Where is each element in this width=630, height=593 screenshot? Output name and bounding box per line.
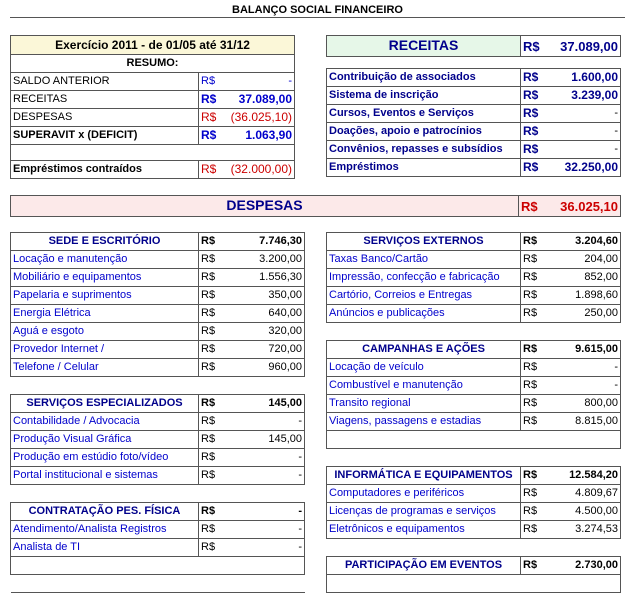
grid-gap: [11, 377, 305, 395]
section-total: -: [229, 503, 305, 521]
despesas-grid: [10, 232, 621, 593]
expense-item-currency: R$: [521, 269, 549, 287]
expense-item-label: Locação de veículo: [327, 359, 521, 377]
expense-item-value: 320,00: [229, 323, 305, 341]
grid-blank: [11, 557, 305, 575]
expense-item-currency: R$: [199, 341, 229, 359]
grid-gap: [327, 449, 621, 467]
resumo-label: RESUMO:: [11, 55, 295, 73]
expense-item-label: Provedor Internet /: [11, 341, 199, 359]
expense-item-label: Licenças de programas e serviços: [327, 503, 521, 521]
expense-item-currency: R$: [199, 269, 229, 287]
expense-item-label: Combustível e manutenção: [327, 377, 521, 395]
column-separator: [305, 431, 327, 449]
expense-item-value: 4.500,00: [549, 503, 621, 521]
expense-item-currency: R$: [199, 251, 229, 269]
section-total: 2.730,00: [549, 557, 621, 575]
column-separator: [305, 467, 327, 485]
expense-item-currency: R$: [521, 251, 549, 269]
expense-item-label: Produção em estúdio foto/vídeo: [11, 449, 199, 467]
expense-item-label: Locação e manutenção: [11, 251, 199, 269]
expense-item-currency: R$: [199, 467, 229, 485]
column-separator: [305, 521, 327, 539]
grid-row: [11, 359, 621, 377]
column-separator: [305, 305, 327, 323]
expense-item-value: 145,00: [229, 431, 305, 449]
grid-row: [11, 485, 621, 503]
expense-item-value: 800,00: [549, 395, 621, 413]
expense-item-currency: R$: [521, 485, 549, 503]
expense-item-currency: R$: [199, 539, 229, 557]
grid-blank: [327, 431, 621, 449]
grid-row: [11, 413, 621, 431]
section-title: PARTICIPAÇÃO EM EVENTOS: [327, 557, 521, 575]
section-currency: R$: [521, 233, 549, 251]
summary-row: DESPESAS R$ (36.025,10): [11, 109, 295, 127]
column-separator: [305, 485, 327, 503]
expense-item-label: Produção Visual Gráfica: [11, 431, 199, 449]
grid-row: [11, 233, 621, 251]
expense-item-value: 3.200,00: [229, 251, 305, 269]
grid-row: [11, 431, 621, 449]
expense-item-currency: R$: [521, 287, 549, 305]
grid-row: [11, 323, 621, 341]
receita-row: Contribuição de associados R$ 1.600,00: [327, 69, 621, 87]
column-separator: [305, 449, 327, 467]
column-separator: [305, 251, 327, 269]
expense-item-value: 3.274,53: [549, 521, 621, 539]
expense-item-currency: R$: [521, 359, 549, 377]
grid-row: [11, 377, 621, 395]
section-total: 145,00: [229, 395, 305, 413]
grid-row: [11, 539, 621, 557]
expense-item-value: -: [549, 359, 621, 377]
column-separator: [305, 323, 327, 341]
receita-row: Convênios, repasses e subsídios R$ -: [327, 141, 621, 159]
expense-item-label: Eletrônicos e equipamentos: [327, 521, 521, 539]
section-total: 3.204,60: [549, 233, 621, 251]
expense-item-label: Contabilidade / Advocacia: [11, 413, 199, 431]
section-total: 7.746,30: [229, 233, 305, 251]
receita-row: Cursos, Eventos e Serviços R$ -: [327, 105, 621, 123]
page-title: BALANÇO SOCIAL FINANCEIRO: [10, 2, 625, 18]
column-separator: [305, 269, 327, 287]
grid-row: [11, 395, 621, 413]
expense-item-value: -: [229, 539, 305, 557]
despesas-title-cell: [11, 196, 519, 217]
expense-item-currency: R$: [521, 413, 549, 431]
expense-item-currency: R$: [199, 521, 229, 539]
receita-row: Doações, apoio e patrocínios R$ -: [327, 123, 621, 141]
expense-item-value: 250,00: [549, 305, 621, 323]
column-separator: [305, 377, 327, 395]
grid-row: [11, 341, 621, 359]
expense-item-label: Energia Elétrica: [11, 305, 199, 323]
summary-row: SALDO ANTERIOR R$ -: [11, 73, 295, 91]
expense-item-currency: R$: [199, 413, 229, 431]
expense-item-label: Impressão, confecção e fabricação: [327, 269, 521, 287]
receitas-spacer: [327, 57, 621, 69]
column-separator: [305, 539, 327, 557]
expense-item-value: -: [229, 449, 305, 467]
expense-item-currency: R$: [521, 377, 549, 395]
grid-gap: [327, 539, 621, 557]
expense-item-value: 1.898,60: [549, 287, 621, 305]
column-separator: [305, 575, 327, 593]
section-title: SEDE E ESCRITÓRIO: [11, 233, 199, 251]
expense-item-label: Portal institucional e sistemas: [11, 467, 199, 485]
expense-item-label: Transito regional: [327, 395, 521, 413]
receita-row: Sistema de inscrição R$ 3.239,00: [327, 87, 621, 105]
column-separator: [305, 557, 327, 575]
column-separator: [305, 341, 327, 359]
expense-item-value: 1.556,30: [229, 269, 305, 287]
expense-item-currency: R$: [521, 503, 549, 521]
expense-item-label: Analista de TI: [11, 539, 199, 557]
section-currency: R$: [521, 341, 549, 359]
expense-item-label: Atendimento/Analista Registros: [11, 521, 199, 539]
expense-item-value: 204,00: [549, 251, 621, 269]
expense-item-value: -: [229, 413, 305, 431]
grid-row: [11, 467, 621, 485]
expense-item-currency: R$: [199, 287, 229, 305]
grid-row: [11, 557, 621, 575]
loans-row: Empréstimos contraídos R$ (32.000,00): [11, 161, 295, 179]
expense-item-value: 640,00: [229, 305, 305, 323]
expense-item-value: -: [229, 467, 305, 485]
despesas-total: 36.025,10: [545, 196, 621, 217]
column-separator: [305, 233, 327, 251]
column-separator: [305, 359, 327, 377]
column-separator: [305, 503, 327, 521]
expense-item-label: Aguá e esgoto: [11, 323, 199, 341]
section-title: INFORMÁTICA E EQUIPAMENTOS: [327, 467, 521, 485]
section-total: 12.584,20: [549, 467, 621, 485]
section-currency: R$: [199, 503, 229, 521]
period-label: Exercício 2011 - de 01/05 até 31/12: [11, 36, 295, 55]
expense-item-currency: R$: [199, 359, 229, 377]
section-title: CAMPANHAS E AÇÕES: [327, 341, 521, 359]
receitas-title: RECEITAS: [388, 36, 459, 53]
expense-item-label: Mobiliário e equipamentos: [11, 269, 199, 287]
expense-item-label: Papelaria e suprimentos: [11, 287, 199, 305]
expense-item-value: 4.809,67: [549, 485, 621, 503]
receitas-total: 37.089,00: [551, 36, 621, 57]
grid-row: [11, 251, 621, 269]
section-currency: R$: [521, 557, 549, 575]
section-currency: R$: [199, 233, 229, 251]
expense-item-currency: R$: [199, 431, 229, 449]
expense-item-value: 960,00: [229, 359, 305, 377]
section-currency: R$: [521, 467, 549, 485]
expense-item-value: -: [229, 521, 305, 539]
expense-item-currency: R$: [199, 305, 229, 323]
expense-item-label: Cartório, Correios e Entregas: [327, 287, 521, 305]
grid-row: [11, 287, 621, 305]
despesas-title: DESPESAS: [226, 196, 303, 213]
grid-gap: [11, 575, 305, 593]
expense-item-currency: R$: [521, 521, 549, 539]
summary-row: RECEITAS R$ 37.089,00: [11, 91, 295, 109]
despesas-header: DESPESAS R$ 36.025,10: [10, 195, 621, 217]
grid-gap: [11, 485, 305, 503]
grid-row: [11, 269, 621, 287]
grid-row: [11, 521, 621, 539]
column-separator: [305, 287, 327, 305]
expense-item-currency: R$: [521, 395, 549, 413]
summary-table: [10, 35, 295, 179]
grid-row: [11, 305, 621, 323]
column-separator: [305, 395, 327, 413]
expense-item-currency: R$: [199, 449, 229, 467]
expense-item-currency: R$: [199, 323, 229, 341]
expense-item-currency: R$: [521, 305, 549, 323]
section-title: SERVIÇOS EXTERNOS: [327, 233, 521, 251]
expense-item-label: Computadores e periféricos: [327, 485, 521, 503]
receitas-title-cell: [327, 36, 521, 57]
grid-gap: [327, 323, 621, 341]
expense-item-value: 852,00: [549, 269, 621, 287]
receita-row: Empréstimos R$ 32.250,00: [327, 159, 621, 177]
expense-item-value: 720,00: [229, 341, 305, 359]
grid-row: [11, 575, 621, 593]
grid-row: [11, 449, 621, 467]
expense-item-value: 350,00: [229, 287, 305, 305]
grid-row: [11, 503, 621, 521]
section-title: CONTRATAÇÃO PES. FÍSICA: [11, 503, 199, 521]
receitas-table: RECEITAS R$ 37.089,00 Contribuição de associados R$ 1.600,00 Sistema de inscrição R$ 3.239,00 Cursos, Eventos e Serviços R$ - Doações, apoio e patrocínios R$ - Convênios, repasses e subsídios R$ - Empréstimos R$ 32.250,00: [326, 35, 621, 177]
expense-item-value: -: [549, 377, 621, 395]
expense-item-label: Anúncios e publicações: [327, 305, 521, 323]
expense-item-value: 8.815,00: [549, 413, 621, 431]
expense-item-label: Taxas Banco/Cartão: [327, 251, 521, 269]
section-currency: R$: [199, 395, 229, 413]
grid-blank: [327, 575, 621, 593]
column-separator: [305, 413, 327, 431]
expense-item-label: Telefone / Celular: [11, 359, 199, 377]
expense-item-label: Viagens, passagens e estadias: [327, 413, 521, 431]
section-title: SERVIÇOS ESPECIALIZADOS: [11, 395, 199, 413]
summary-row: SUPERAVIT x (DEFICIT) R$ 1.063,90: [11, 127, 295, 145]
summary-spacer: [11, 145, 295, 161]
section-total: 9.615,00: [549, 341, 621, 359]
